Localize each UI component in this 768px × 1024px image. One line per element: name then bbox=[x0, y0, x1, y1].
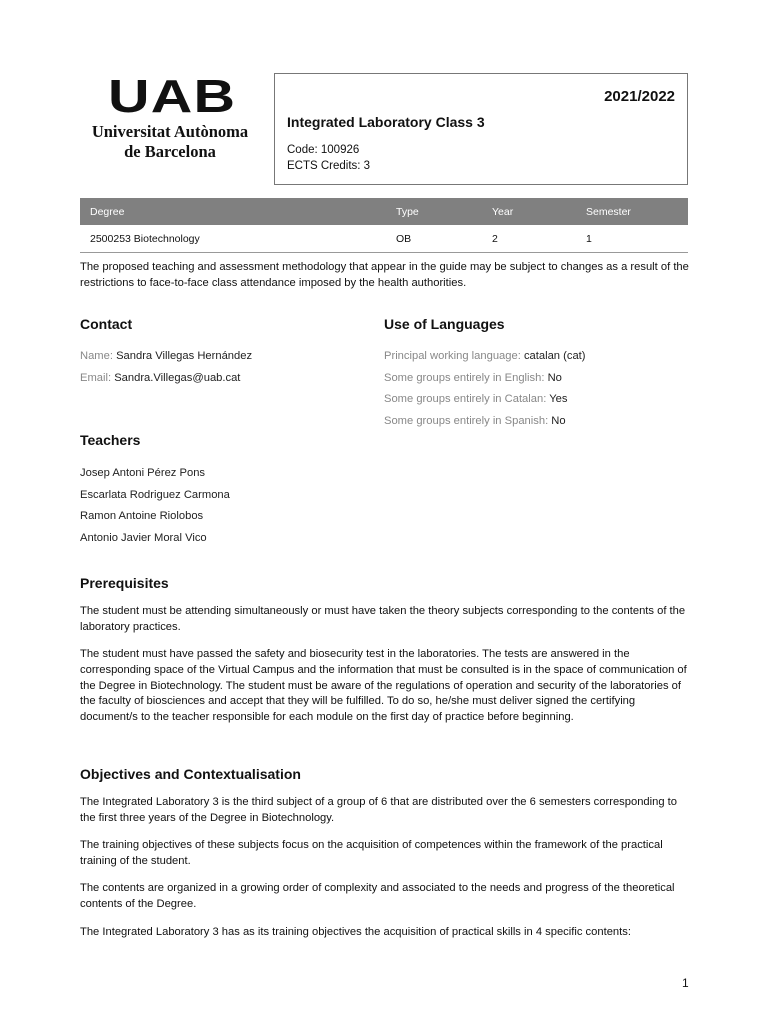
language-row bbox=[384, 346, 586, 368]
language-row bbox=[384, 389, 586, 411]
teacher-name: Escarlata Rodriguez Carmona bbox=[80, 488, 230, 501]
name-label: Name: bbox=[80, 350, 113, 362]
language-row bbox=[384, 368, 586, 390]
cell-type: OB bbox=[386, 225, 482, 253]
language-label: Some groups entirely in Spanish: bbox=[384, 415, 549, 428]
cell-semester: 1 bbox=[576, 225, 688, 253]
course-info-box bbox=[274, 73, 688, 185]
header-semester: Semester bbox=[576, 198, 688, 225]
email-label: Email: bbox=[80, 371, 112, 384]
contact-email-row bbox=[80, 368, 252, 390]
logo-name-line1: Universitat Autònoma bbox=[91, 122, 249, 141]
contact-name-row bbox=[80, 346, 252, 368]
teachers-heading: Teachers bbox=[80, 432, 141, 448]
language-value: Yes bbox=[549, 393, 568, 406]
contact-email[interactable]: Sandra.Villegas@uab.cat bbox=[114, 371, 241, 384]
objectives-paragraph-1: The Integrated Laboratory 3 is the third subject of a group of 6 that are distributed over the 6 semesters corresponding to the first three years of the Degree in Biotechnology. bbox=[80, 796, 678, 824]
prerequisites-paragraph-2: The student must have passed the safety and biosecurity test in the laboratories. The tests are answered in the corresponding space of the Virtual Campus and the information that must be consulted is in the space of communication of the Degree in Biotechnology. The student must be aware of the regulations of operation and security of the laboratories of the faculty of biosciences and accept that they will be fulfilled. To do so, he/she must deliver signed the certifying document/s to the teacher responsible for each module on the first day of practice before beginning. bbox=[80, 648, 687, 724]
teachers-list bbox=[80, 463, 230, 550]
language-value: catalan (cat) bbox=[523, 350, 586, 362]
academic-year: 2021/2022 bbox=[604, 88, 675, 105]
contact-heading: Contact bbox=[80, 316, 133, 332]
course-credits: ECTS Credits: 3 bbox=[287, 160, 371, 172]
degree-table bbox=[80, 198, 688, 253]
course-code: Code: 100926 bbox=[287, 144, 360, 156]
language-label: Principal working language: bbox=[384, 350, 521, 362]
prerequisites-paragraph-1: The student must be attending simultaneously or must have taken the theory subjects corresponding to the contents of the laboratory practices. bbox=[80, 605, 686, 633]
header-degree: Degree bbox=[80, 198, 386, 225]
page-number: 1 bbox=[682, 976, 689, 990]
objectives-paragraph-2: The training objectives of these subjects focus on the acquisition of competences within the framework of the practical training of the student. bbox=[80, 839, 663, 867]
contact-name: Sandra Villegas Hernández bbox=[116, 350, 253, 362]
table-row bbox=[80, 225, 688, 253]
languages-list bbox=[384, 346, 586, 433]
language-value: No bbox=[551, 415, 566, 428]
cell-degree: 2500253 Biotechnology bbox=[80, 225, 386, 253]
teacher-name: Antonio Javier Moral Vico bbox=[80, 532, 207, 545]
logo-name bbox=[80, 122, 260, 162]
table-header-row bbox=[80, 198, 688, 225]
objectives-paragraph-4: The Integrated Laboratory 3 has as its training objectives the acquisition of practical skills in 4 specific contents: bbox=[80, 926, 631, 938]
languages-heading: Use of Languages bbox=[384, 316, 505, 332]
language-label: Some groups entirely in English: bbox=[384, 371, 545, 384]
teacher-name: Ramon Antoine Riolobos bbox=[80, 510, 204, 523]
language-row bbox=[384, 411, 586, 433]
uab-logo bbox=[80, 70, 260, 162]
header-year: Year bbox=[482, 198, 576, 225]
cell-year: 2 bbox=[482, 225, 576, 253]
objectives-paragraph-3: The contents are organized in a growing order of complexity and associated to the needs and progress of the theoretical contents of the Degree. bbox=[80, 882, 675, 910]
contact-details bbox=[80, 346, 252, 389]
prerequisites-heading: Prerequisites bbox=[80, 575, 169, 591]
logo-mark: UAB bbox=[108, 70, 237, 122]
header-type: Type bbox=[386, 198, 482, 225]
objectives-heading: Objectives and Contextualisation bbox=[80, 766, 301, 782]
language-value: No bbox=[547, 371, 562, 384]
methodology-notice: The proposed teaching and assessment methodology that appear in the guide may be subject to changes as a result of the restrictions to face-to-face class attendance imposed by the health authorities. bbox=[80, 261, 689, 289]
logo-name-line2: de Barcelona bbox=[124, 142, 216, 161]
teacher-name: Josep Antoni Pérez Pons bbox=[80, 467, 206, 479]
course-title: Integrated Laboratory Class 3 bbox=[287, 114, 485, 130]
language-label: Some groups entirely in Catalan: bbox=[384, 393, 547, 406]
